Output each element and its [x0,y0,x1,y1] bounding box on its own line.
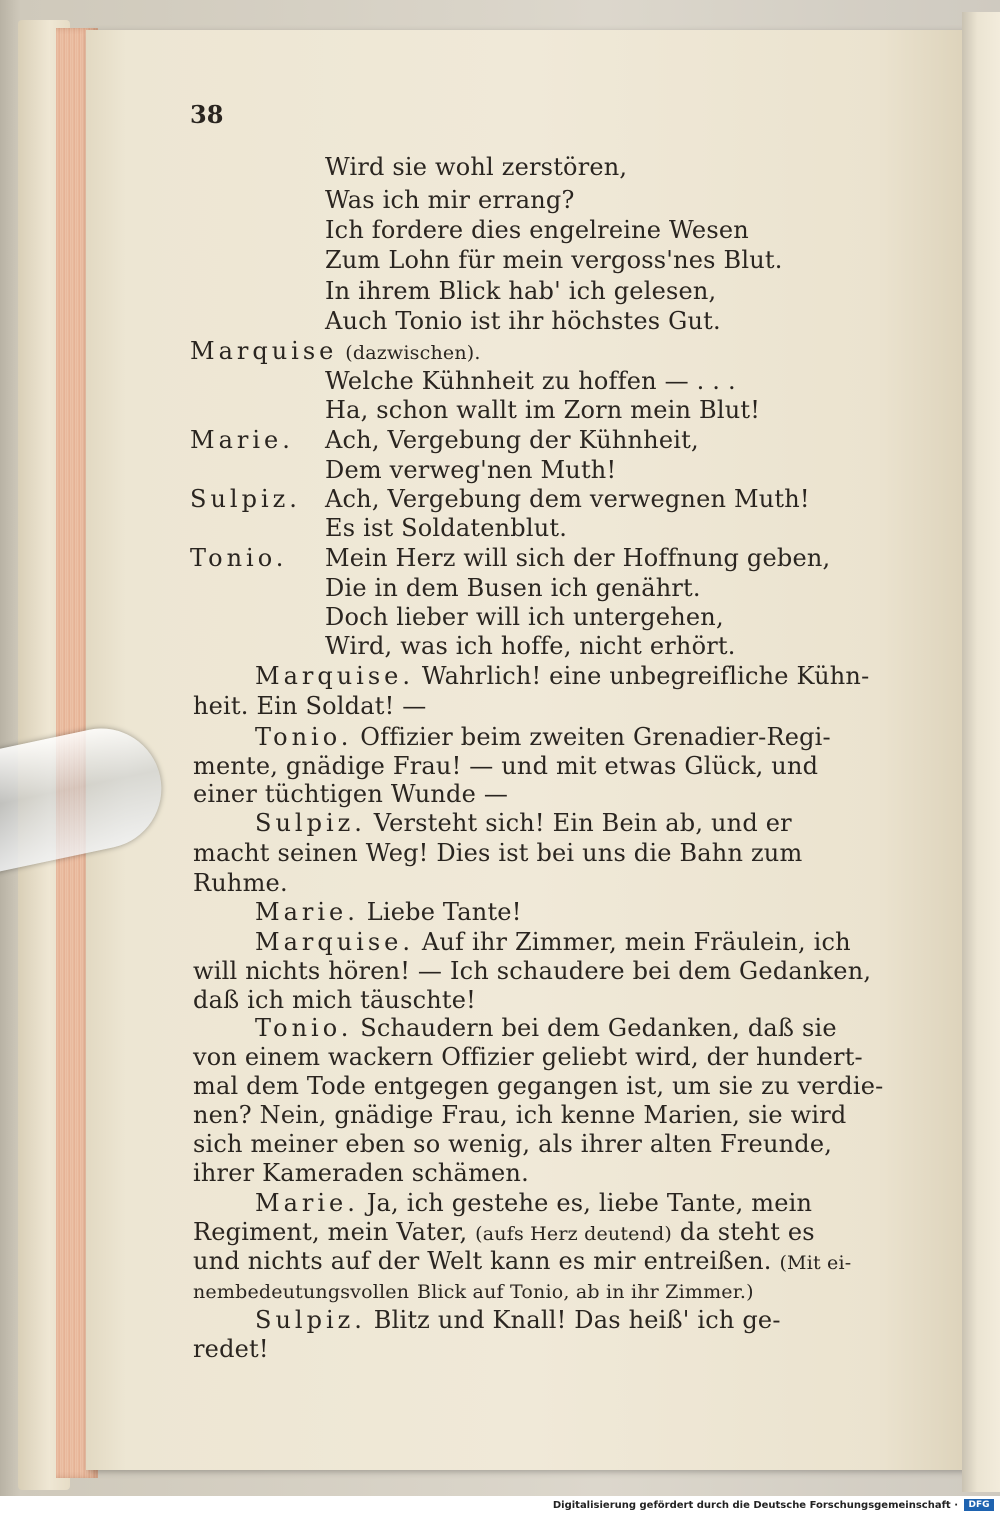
verse-line: Die in dem Busen ich genährt. [325,574,701,602]
prose-line: Liebe Tante! [366,898,522,926]
speaker-sulpiz: Sulpiz. [190,485,301,513]
verse-line: Wird, was ich hoffe, nicht erhört. [325,632,736,660]
verse-line: Was ich mir errang? [325,186,575,214]
prose-line: Regiment, mein Vater, [193,1218,468,1246]
speaker-sulpiz: Sulpiz. [255,809,366,837]
verse-line: Zum Lohn für mein vergoss'nes Blut. [325,246,783,274]
prose-line: sich meiner eben so wenig, als ihrer alten Freunde, [193,1130,833,1158]
verse-line: Wird sie wohl zerstören, [325,153,628,181]
speaker-marquise: Marquise [190,337,338,365]
speaker-marie: Marie. [190,426,294,454]
prose-line: Versteht sich! Ein Bein ab, und er [373,809,792,837]
speaker-marquise: Marquise. [255,662,414,690]
prose-line: macht seinen Weg! Dies ist bei uns die Bahn zum [193,839,803,867]
prose-line: Schaudern bei dem Gedanken, daß sie [360,1014,837,1042]
verse-line: Ich fordere dies engelreine Wesen [325,216,749,244]
verse-line: Mein Herz will sich der Hoffnung geben, [325,544,831,572]
verse-line: Es ist Soldatenblut. [325,514,568,542]
verse-line: Auch Tonio ist ihr höchstes Gut. [325,307,721,335]
stage-direction: nem [193,1281,236,1303]
prose-line: einer tüchtigen Wunde — [193,780,509,808]
prose-line: Ruhme. [193,869,288,897]
prose-line: will nichts hören! — Ich schaudere bei dem Gedanken, [193,957,872,985]
speaker-marie: Marie. [255,1189,359,1217]
speaker-tonio: Tonio. [255,723,353,751]
prose-line: und nichts auf der Welt kann es mir entreißen. [193,1247,772,1275]
page-number: 38 [190,100,224,129]
stage-direction: bedeutungsvollen [235,1281,410,1303]
prose-line: Blitz und Knall! Das heiß' ich ge- [373,1306,781,1334]
prose-line: Auf ihr Zimmer, mein Fräulein, ich [421,928,851,956]
verse-line: Doch lieber will ich untergehen, [325,603,724,631]
speaker-sulpiz: Sulpiz. [255,1306,366,1334]
verse-line: In ihrem Blick hab' ich gelesen, [325,277,717,305]
speaker-tonio: Tonio. [255,1014,353,1042]
prose-line: heit. Ein Soldat! — [193,692,427,720]
prose-line: nen? Nein, gnädige Frau, ich kenne Marien, sie wird [193,1101,847,1129]
verse-line: Ha, schon wallt im Zorn mein Blut! [325,396,761,424]
dfg-logo-icon: DFG [964,1499,994,1511]
verse-line: Dem verweg'nen Muth! [325,456,617,484]
speaker-marquise: Marquise. [255,928,414,956]
stage-direction: (dazwischen). [345,342,481,364]
stage-direction: Blick auf Tonio, ab in ihr Zimmer.) [417,1281,754,1303]
verse-line: Ach, Vergebung der Kühnheit, [325,426,699,454]
speaker-tonio: Tonio. [190,544,288,572]
prose-line: mente, gnädige Frau! — und mit etwas Glück, und [193,752,819,780]
footer-credit: Digitalisierung gefördert durch die Deutsche Forschungsgemeinschaft · [552,1500,958,1511]
prose-line: redet! [193,1335,269,1363]
speaker-marie: Marie. [255,898,359,926]
prose-line: da steht es [679,1218,815,1246]
prose-line: von einem wackern Offizier geliebt wird, der hundert- [193,1043,863,1071]
prose-line: daß ich mich täuschte! [193,986,477,1014]
stage-direction: (Mit ei- [779,1252,852,1274]
prose-line: ihrer Kameraden schämen. [193,1159,529,1187]
prose-line: Ja, ich gestehe es, liebe Tante, mein [366,1189,813,1217]
prose-line: Wahrlich! eine unbegreifliche Kühn- [421,662,870,690]
verse-line: Welche Kühnheit zu hoffen — . . . [325,367,736,395]
stage-direction: (aufs Herz deutend) [475,1223,673,1245]
verse-line: Ach, Vergebung dem verwegnen Muth! [325,485,810,513]
prose-line: mal dem Tode entgegen gegangen ist, um sie zu verdie- [193,1072,884,1100]
prose-line: Offizier beim zweiten Grenadier-Regi- [360,723,831,751]
